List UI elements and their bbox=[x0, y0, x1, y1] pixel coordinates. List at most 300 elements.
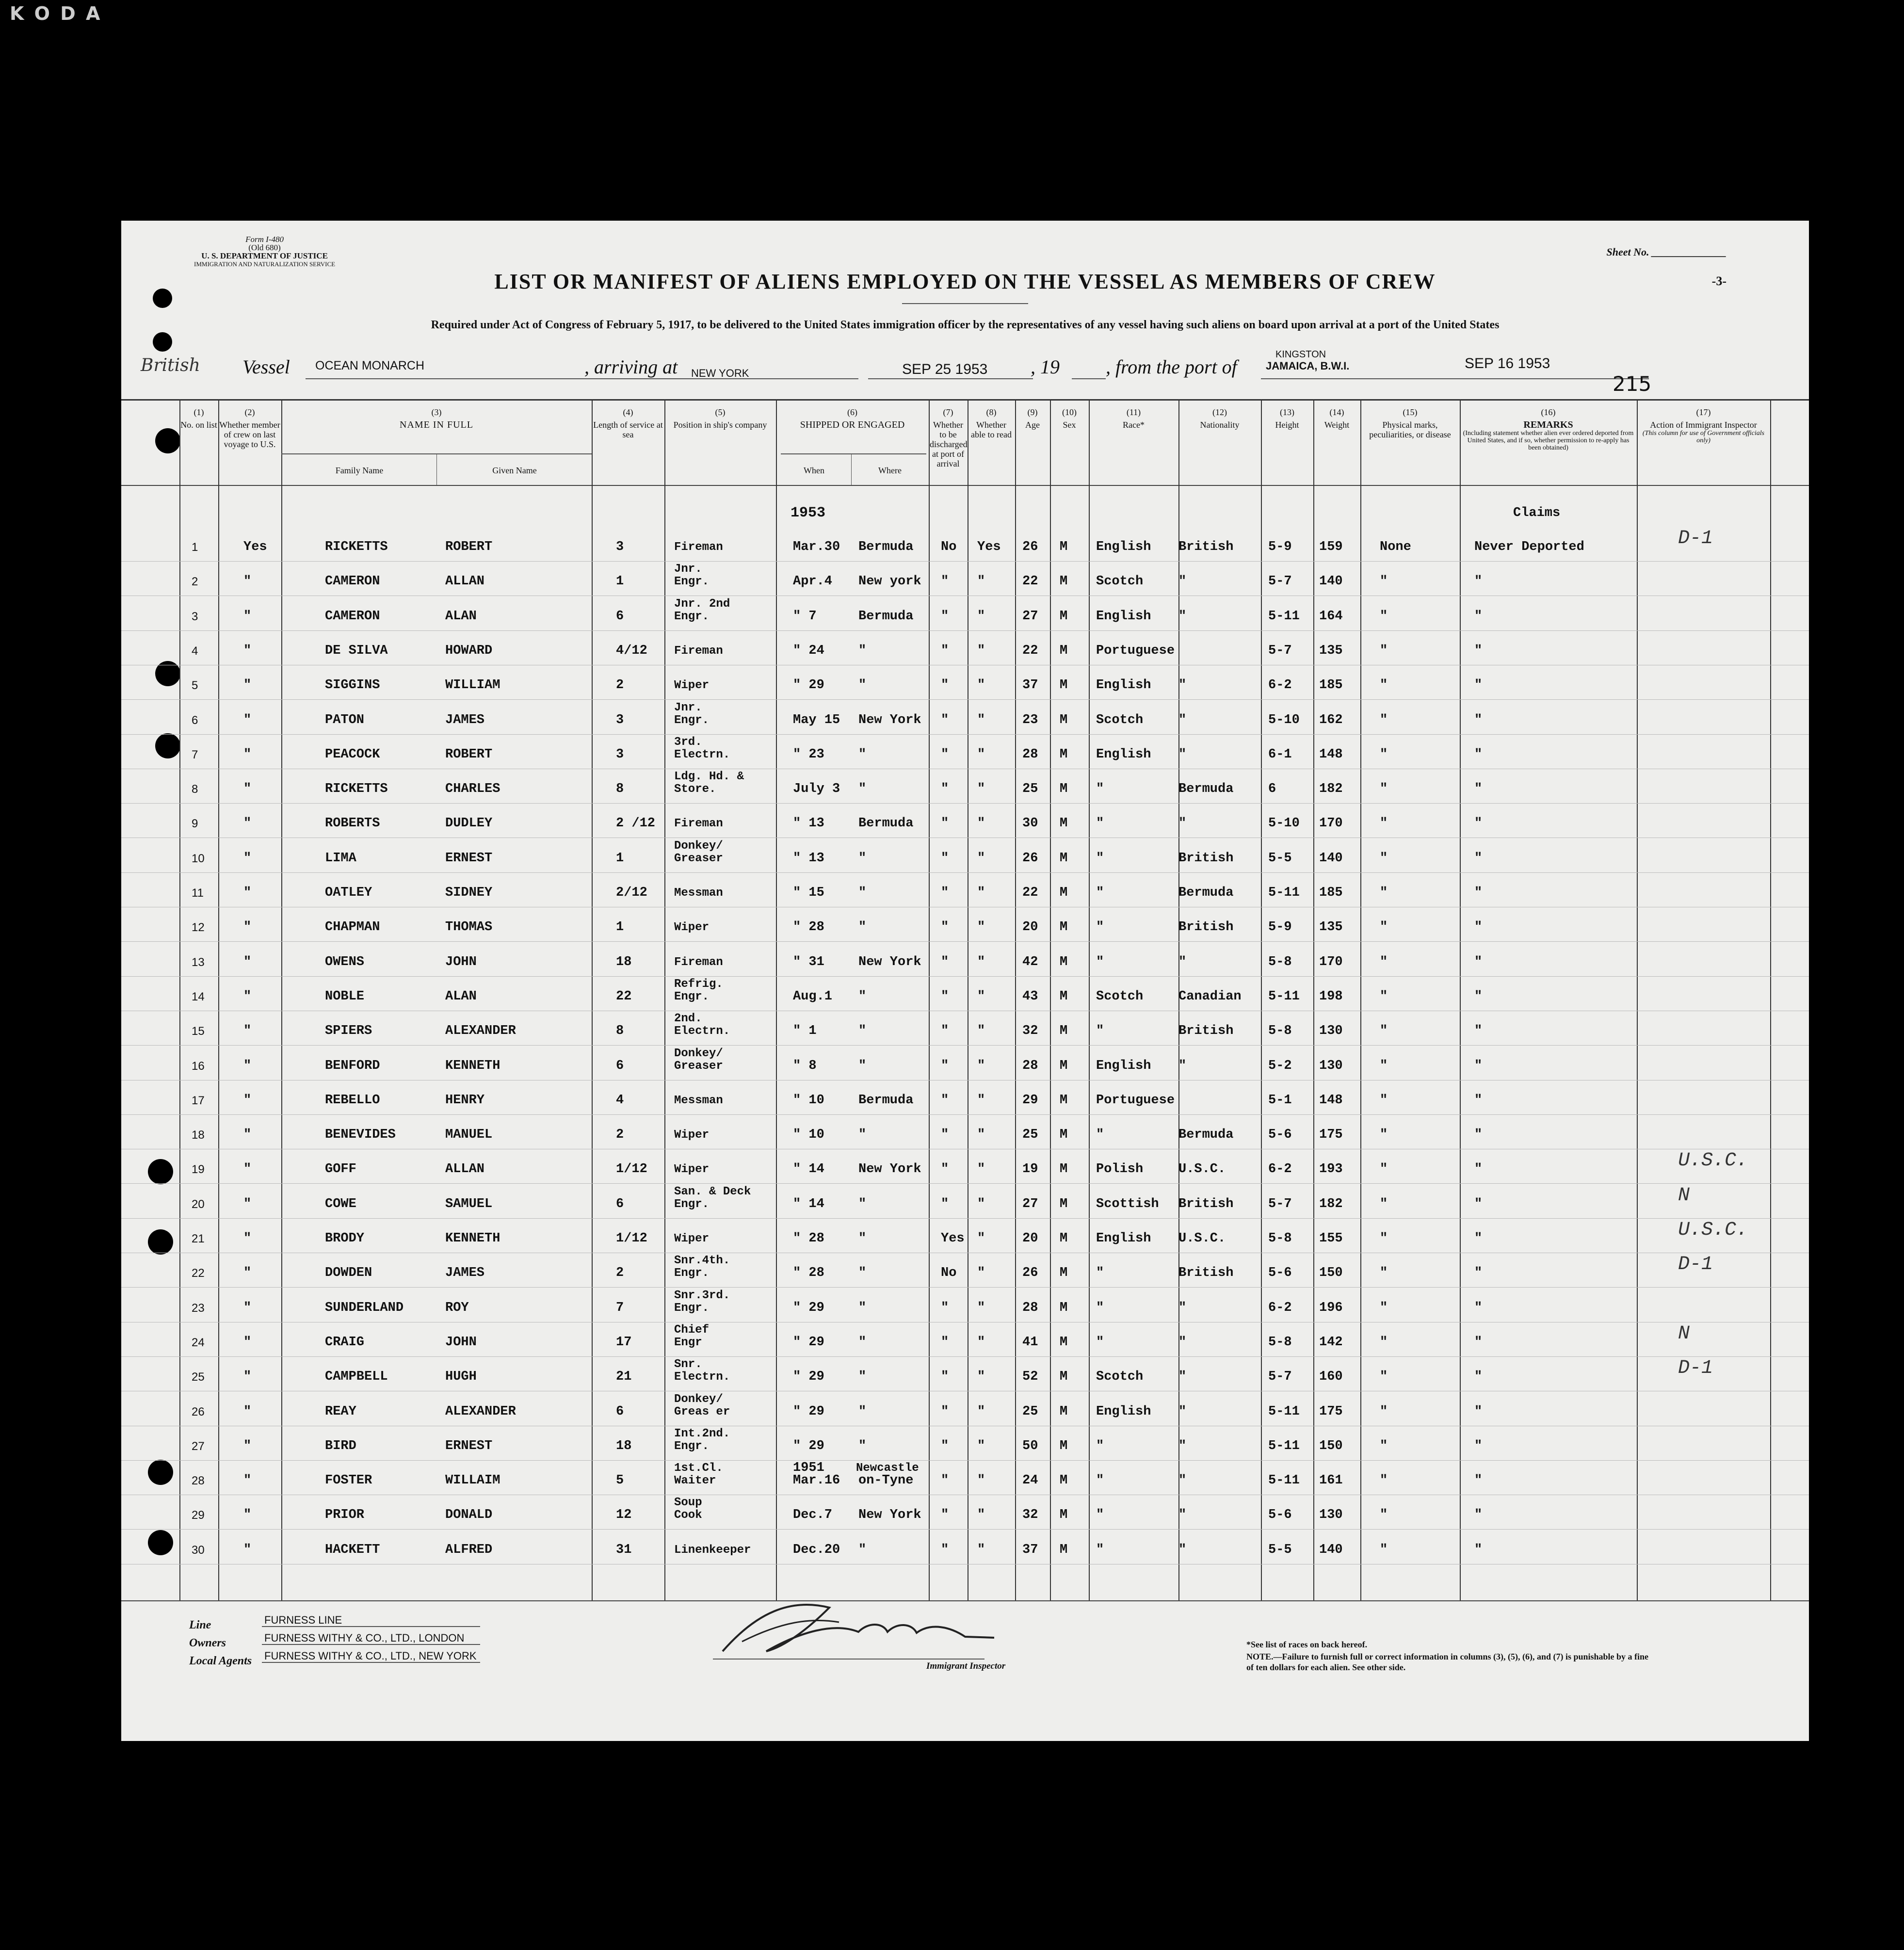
cell-sex: M bbox=[1060, 816, 1068, 831]
cell-sex: M bbox=[1060, 1473, 1068, 1488]
cell-age: 28 bbox=[1022, 747, 1038, 762]
cell-marks: " bbox=[1380, 1059, 1388, 1073]
cell-where: on-Tyne bbox=[858, 1473, 914, 1488]
cell-when: " 10 bbox=[793, 1128, 824, 1142]
cell-age: 27 bbox=[1022, 1197, 1038, 1211]
col-family-name-header: Family Name bbox=[335, 466, 384, 475]
cell-disch: " bbox=[941, 851, 949, 866]
cell-disch: " bbox=[941, 955, 949, 969]
cell-height: 5-8 bbox=[1268, 1024, 1292, 1038]
page-number: 215 bbox=[1613, 372, 1652, 396]
cell-when: " 28 bbox=[793, 1266, 824, 1280]
cell-sex: M bbox=[1060, 713, 1068, 727]
cell-sex: M bbox=[1060, 1508, 1068, 1522]
cell-marks: " bbox=[1380, 1024, 1388, 1038]
cell-marks: " bbox=[1380, 1473, 1388, 1488]
punch-hole bbox=[148, 1460, 173, 1485]
cell-given: JAMES bbox=[445, 1266, 485, 1280]
col-age-header: (9) Age bbox=[1025, 407, 1040, 430]
cell-nat: British bbox=[1178, 920, 1234, 935]
cell-sex: M bbox=[1060, 1059, 1068, 1073]
cell-disch: " bbox=[941, 1439, 949, 1453]
cell-no: 11 bbox=[192, 886, 204, 900]
cell-given: THOMAS bbox=[445, 920, 493, 935]
cell-height: 5-11 bbox=[1268, 1404, 1300, 1419]
cell-nat: " bbox=[1178, 1543, 1187, 1557]
penalty-note: NOTE.—Failure to furnish full or correct information in columns (3), (5), (6), and (7) is punishable by a fine of ten dollars for each alien. See other side. bbox=[1246, 1652, 1649, 1672]
cell-no: 23 bbox=[192, 1302, 205, 1315]
cell-last: Yes bbox=[243, 540, 267, 554]
cell-remarks: " bbox=[1474, 1059, 1483, 1073]
cell-weight: 130 bbox=[1319, 1024, 1343, 1038]
cell-nat: Canadian bbox=[1178, 989, 1242, 1004]
col-where-header: Where bbox=[878, 466, 902, 475]
line-label: Line bbox=[189, 1619, 211, 1631]
cell-marks: " bbox=[1380, 1301, 1388, 1315]
cell-service: 18 bbox=[616, 1439, 632, 1453]
cell-age: 41 bbox=[1022, 1335, 1038, 1350]
cell-height: 6-1 bbox=[1268, 747, 1292, 762]
from-port-city: KINGSTON bbox=[1275, 349, 1326, 360]
cell-when: " 29 bbox=[793, 1439, 824, 1453]
cell-sex: M bbox=[1060, 1335, 1068, 1350]
cell-height: 5-7 bbox=[1268, 644, 1292, 658]
cell-nat: British bbox=[1178, 851, 1234, 866]
cell-no: 12 bbox=[192, 921, 205, 934]
cell-read: " bbox=[977, 1197, 985, 1211]
col-no-header: (1) No. on list bbox=[180, 407, 217, 430]
cell-when: Dec.7 bbox=[793, 1508, 833, 1522]
cell-height: 5-10 bbox=[1268, 713, 1300, 727]
cell-remarks: " bbox=[1474, 1370, 1483, 1384]
cell-age: 28 bbox=[1022, 1059, 1038, 1073]
cell-position-line1: Snr.4th. bbox=[674, 1254, 730, 1267]
cell-disch: " bbox=[941, 1059, 949, 1073]
cell-marks: " bbox=[1380, 1404, 1388, 1419]
cell-position-line2: Fireman bbox=[674, 541, 723, 554]
cell-given: MANUEL bbox=[445, 1128, 493, 1142]
cell-where: New York bbox=[858, 713, 921, 727]
cell-nat: " bbox=[1178, 1059, 1187, 1073]
cell-weight: 150 bbox=[1319, 1266, 1343, 1280]
cell-service: 7 bbox=[616, 1301, 624, 1315]
cell-read: Yes bbox=[977, 540, 1001, 554]
cell-family: COWE bbox=[325, 1197, 356, 1211]
cell-position-line1: Snr. bbox=[674, 1358, 702, 1371]
cell-nat: " bbox=[1178, 574, 1187, 589]
cell-when: Mar.30 bbox=[793, 540, 840, 554]
cell-age: 22 bbox=[1022, 886, 1038, 900]
cell-family: GOFF bbox=[325, 1162, 356, 1176]
cell-no: 2 bbox=[192, 575, 198, 588]
cell-last: " bbox=[243, 782, 252, 796]
cell-service: 21 bbox=[616, 1370, 632, 1384]
cell-weight: 135 bbox=[1319, 644, 1343, 658]
cell-no: 18 bbox=[192, 1128, 205, 1142]
cell-given: ALFRED bbox=[445, 1543, 493, 1557]
cell-marks: " bbox=[1380, 1370, 1388, 1384]
cell-sex: M bbox=[1060, 747, 1068, 762]
cell-position-line1: Jnr. bbox=[674, 563, 702, 576]
cell-when: " 24 bbox=[793, 644, 824, 658]
cell-last: " bbox=[243, 989, 252, 1004]
cell-marks: " bbox=[1380, 1197, 1388, 1211]
cell-when: " 28 bbox=[793, 920, 824, 935]
cell-read: " bbox=[977, 644, 985, 658]
agents-label: Local Agents bbox=[189, 1655, 252, 1667]
cell-position-line1: Soup bbox=[674, 1496, 702, 1509]
cell-no: 8 bbox=[192, 783, 198, 796]
sheet-label: Sheet No. ______________ bbox=[1606, 246, 1727, 258]
cell-marks: " bbox=[1380, 1439, 1388, 1453]
cell-weight: 170 bbox=[1319, 816, 1343, 831]
cell-last: " bbox=[243, 816, 252, 831]
cell-service: 2 /12 bbox=[616, 816, 656, 831]
cell-disch: Yes bbox=[941, 1231, 965, 1246]
cell-given: SAMUEL bbox=[445, 1197, 493, 1211]
cell-family: RICKETTS bbox=[325, 782, 388, 796]
cell-nat: U.S.C. bbox=[1178, 1231, 1226, 1246]
cell-when: " 23 bbox=[793, 747, 824, 762]
cell-when: " 29 bbox=[793, 1335, 824, 1350]
cell-no: 9 bbox=[192, 817, 198, 830]
cell-when: " 29 bbox=[793, 1370, 824, 1384]
cell-service: 2 bbox=[616, 1266, 624, 1280]
cell-height: 6-2 bbox=[1268, 1162, 1292, 1176]
cell-height: 5-2 bbox=[1268, 1059, 1292, 1073]
cell-where: New York bbox=[858, 955, 921, 969]
cell-family: REAY bbox=[325, 1404, 356, 1419]
cell-read: " bbox=[977, 782, 985, 796]
cell-marks: " bbox=[1380, 989, 1388, 1004]
cell-given: KENNETH bbox=[445, 1231, 500, 1246]
col-service-header: (4) Length of service at sea bbox=[593, 407, 663, 439]
cell-last: " bbox=[243, 1266, 252, 1280]
cell-position-line2: Wiper bbox=[674, 921, 710, 934]
cell-age: 22 bbox=[1022, 574, 1038, 589]
cell-marks: " bbox=[1380, 851, 1388, 866]
cell-nat: " bbox=[1178, 713, 1187, 727]
cell-height: 5-9 bbox=[1268, 540, 1292, 554]
cell-last: " bbox=[243, 1128, 252, 1142]
cell-last: " bbox=[243, 851, 252, 866]
cell-position-line2: Fireman bbox=[674, 645, 723, 658]
cell-remarks: " bbox=[1474, 747, 1483, 762]
cell-disch: " bbox=[941, 1473, 949, 1488]
cell-marks: " bbox=[1380, 713, 1388, 727]
vessel-label: Vessel bbox=[242, 356, 290, 378]
cell-family: PATON bbox=[325, 713, 365, 727]
cell-disch: " bbox=[941, 1024, 949, 1038]
agents-value: FURNESS WITHY & CO., LTD., NEW YORK bbox=[264, 1650, 477, 1662]
cell-no: 6 bbox=[192, 714, 198, 727]
cell-given: ROBERT bbox=[445, 540, 493, 554]
cell-read: " bbox=[977, 851, 985, 866]
cell-nat: " bbox=[1178, 1473, 1187, 1488]
cell-service: 6 bbox=[616, 1197, 624, 1211]
col-name-header: (3) NAME IN FULL bbox=[400, 407, 473, 430]
cell-last: " bbox=[243, 644, 252, 658]
cell-service: 6 bbox=[616, 1404, 624, 1419]
cell-weight: 160 bbox=[1319, 1370, 1343, 1384]
cell-age: 28 bbox=[1022, 1301, 1038, 1315]
cell-read: " bbox=[977, 816, 985, 831]
cell-age: 37 bbox=[1022, 678, 1038, 693]
cell-weight: 142 bbox=[1319, 1335, 1343, 1350]
cell-nat: " bbox=[1178, 1335, 1187, 1350]
cell-disch: " bbox=[941, 886, 949, 900]
cell-position-line2: Engr. bbox=[674, 1302, 710, 1315]
cell-where: New York bbox=[858, 1508, 921, 1522]
cell-marks: " bbox=[1380, 644, 1388, 658]
cell-race: " bbox=[1096, 851, 1104, 866]
cell-where: " bbox=[858, 1543, 867, 1557]
cell-position-line2: Wiper bbox=[674, 1163, 710, 1176]
punch-hole bbox=[148, 1530, 173, 1555]
cell-age: 25 bbox=[1022, 782, 1038, 796]
cell-last: " bbox=[243, 1059, 252, 1073]
cell-given: JAMES bbox=[445, 713, 485, 727]
cell-remarks: " bbox=[1474, 1543, 1483, 1557]
cell-disch: " bbox=[941, 1543, 949, 1557]
cell-weight: 155 bbox=[1319, 1231, 1343, 1246]
cell-race: English bbox=[1096, 1059, 1151, 1073]
cell-given: ERNEST bbox=[445, 1439, 493, 1453]
cell-race: " bbox=[1096, 955, 1104, 969]
cell-family: CAMERON bbox=[325, 574, 380, 589]
cell-read: " bbox=[977, 1370, 985, 1384]
cell-when: May 15 bbox=[793, 713, 840, 727]
cell-position-line1: Chief bbox=[674, 1323, 710, 1337]
cell-position-line1: Ldg. Hd. & bbox=[674, 770, 744, 783]
cell-given: ALAN bbox=[445, 989, 477, 1004]
cell-weight: 182 bbox=[1319, 782, 1343, 796]
cell-disch: " bbox=[941, 1162, 949, 1176]
cell-race: " bbox=[1096, 1439, 1104, 1453]
cell-marks: " bbox=[1380, 1231, 1388, 1246]
cell-disch: No bbox=[941, 540, 957, 554]
cell-when: " 15 bbox=[793, 886, 824, 900]
cell-nat: Bermuda bbox=[1178, 1128, 1234, 1142]
cell-remarks: " bbox=[1474, 609, 1483, 624]
cell-service: 6 bbox=[616, 609, 624, 624]
cell-weight: 185 bbox=[1319, 886, 1343, 900]
cell-marks: " bbox=[1380, 816, 1388, 831]
cell-remarks: " bbox=[1474, 1162, 1483, 1176]
from-port: JAMAICA, B.W.I. bbox=[1266, 360, 1350, 372]
cell-when: " 14 bbox=[793, 1197, 824, 1211]
col-when-header: When bbox=[804, 466, 824, 475]
cell-position-line1: 2nd. bbox=[674, 1012, 702, 1025]
cell-height: 5-8 bbox=[1268, 1231, 1292, 1246]
cell-position-line1: 3rd. bbox=[674, 736, 702, 749]
col-remarks-header: (16) REMARKS (Including statement whether alien ever ordered deported from United States, and if so, whether permission to re-apply has been obtained) bbox=[1463, 407, 1634, 451]
punch-hole bbox=[155, 428, 180, 453]
cell-remarks: " bbox=[1474, 1093, 1483, 1108]
year-label: , 19 bbox=[1031, 356, 1060, 378]
cell-height: 5-11 bbox=[1268, 1473, 1300, 1488]
cell-remarks: " bbox=[1474, 816, 1483, 831]
sheet-number: -3- bbox=[1711, 274, 1727, 288]
cell-remarks: " bbox=[1474, 574, 1483, 589]
cell-family: FOSTER bbox=[325, 1473, 372, 1488]
cell-sex: M bbox=[1060, 851, 1068, 866]
cell-family: BENFORD bbox=[325, 1059, 380, 1073]
cell-race: " bbox=[1096, 1266, 1104, 1280]
cell-last: " bbox=[243, 1301, 252, 1315]
cell-where: " bbox=[858, 989, 867, 1004]
cell-given: ERNEST bbox=[445, 851, 493, 866]
cell-no: 26 bbox=[192, 1405, 205, 1418]
cell-given: ROBERT bbox=[445, 747, 493, 762]
cell-service: 18 bbox=[616, 955, 632, 969]
cell-remarks: " bbox=[1474, 1404, 1483, 1419]
cell-last: " bbox=[243, 1162, 252, 1176]
cell-nat: " bbox=[1178, 1508, 1187, 1522]
cell-race: Scotch bbox=[1096, 989, 1144, 1004]
cell-when: Dec.20 bbox=[793, 1543, 840, 1557]
cell-remarks: " bbox=[1474, 851, 1483, 866]
cell-sex: M bbox=[1060, 1301, 1068, 1315]
cell-height: 5-6 bbox=[1268, 1128, 1292, 1142]
cell-where: " bbox=[858, 851, 867, 866]
cell-family: NOBLE bbox=[325, 989, 365, 1004]
cell-nat: British bbox=[1178, 1266, 1234, 1280]
cell-where: " bbox=[858, 1301, 867, 1315]
cell-service: 3 bbox=[616, 540, 624, 554]
cell-when: July 3 bbox=[793, 782, 840, 796]
cell-remarks: " bbox=[1474, 1473, 1483, 1488]
cell-weight: 161 bbox=[1319, 1473, 1343, 1488]
cell-last: " bbox=[243, 955, 252, 969]
cell-sex: M bbox=[1060, 1197, 1068, 1211]
cell-read: " bbox=[977, 1266, 985, 1280]
cell-no: 1 bbox=[192, 541, 198, 554]
cell-disch: " bbox=[941, 920, 949, 935]
cell-nat: " bbox=[1178, 609, 1187, 624]
cell-remarks: " bbox=[1474, 1231, 1483, 1246]
cell-marks: " bbox=[1380, 955, 1388, 969]
cell-where: " bbox=[858, 1059, 867, 1073]
cell-no: 3 bbox=[192, 610, 198, 623]
cell-disch: " bbox=[941, 713, 949, 727]
cell-last: " bbox=[243, 1439, 252, 1453]
cell-sex: M bbox=[1060, 574, 1068, 589]
col-discharge-header: (7) Whether to be discharged at port of arrival bbox=[930, 407, 968, 468]
cell-family: PRIOR bbox=[325, 1508, 365, 1522]
cell-family: CAMPBELL bbox=[325, 1370, 388, 1384]
owners-value: FURNESS WITHY & CO., LTD., LONDON bbox=[264, 1632, 465, 1644]
cell-disch: " bbox=[941, 1128, 949, 1142]
col-sex-header: (10) Sex bbox=[1062, 407, 1077, 430]
cell-read: " bbox=[977, 574, 985, 589]
cell-no: 30 bbox=[192, 1544, 205, 1557]
cell-weight: 175 bbox=[1319, 1128, 1343, 1142]
cell-weight: 193 bbox=[1319, 1162, 1343, 1176]
col-shipped-header: (6) SHIPPED OR ENGAGED bbox=[800, 407, 905, 430]
cell-age: 27 bbox=[1022, 609, 1038, 624]
cell-when-year: 1951 bbox=[793, 1461, 824, 1475]
cell-marks: " bbox=[1380, 782, 1388, 796]
cell-service: 6 bbox=[616, 1059, 624, 1073]
cell-no: 13 bbox=[192, 956, 205, 969]
cell-where: " bbox=[858, 1231, 867, 1246]
cell-when: " 13 bbox=[793, 851, 824, 866]
cell-height: 6-2 bbox=[1268, 678, 1292, 693]
cell-position-line2: Engr. bbox=[674, 610, 710, 623]
cell-sex: M bbox=[1060, 1439, 1068, 1453]
cell-remarks: " bbox=[1474, 1439, 1483, 1453]
cell-position-line2: Electrn. bbox=[674, 1025, 730, 1038]
cell-nat: British bbox=[1178, 1024, 1234, 1038]
cell-marks: " bbox=[1380, 574, 1388, 589]
cell-race: Portuguese bbox=[1096, 644, 1175, 658]
col-given-name-header: Given Name bbox=[492, 466, 537, 475]
cell-position-line2: Greaser bbox=[674, 852, 723, 865]
cell-remarks: " bbox=[1474, 1301, 1483, 1315]
cell-position-line2: Wiper bbox=[674, 1128, 710, 1142]
cell-given: JOHN bbox=[445, 1335, 477, 1350]
cell-height: 5-11 bbox=[1268, 886, 1300, 900]
cell-read: " bbox=[977, 747, 985, 762]
cell-where: " bbox=[858, 1024, 867, 1038]
cell-service: 1/12 bbox=[616, 1162, 647, 1176]
cell-given: DONALD bbox=[445, 1508, 493, 1522]
col-position-header: (5) Position in ship's company bbox=[673, 407, 767, 430]
cell-given: ALEXANDER bbox=[445, 1404, 516, 1419]
cell-sex: M bbox=[1060, 886, 1068, 900]
cell-read: " bbox=[977, 1508, 985, 1522]
cell-service: 12 bbox=[616, 1508, 632, 1522]
cell-where: " bbox=[858, 1439, 867, 1453]
cell-last: " bbox=[243, 1024, 252, 1038]
cell-when: " 1 bbox=[793, 1024, 817, 1038]
cell-disch: " bbox=[941, 1197, 949, 1211]
cell-last: " bbox=[243, 1543, 252, 1557]
cell-disch: " bbox=[941, 747, 949, 762]
cell-position-line2: Greas er bbox=[674, 1405, 730, 1418]
cell-remarks: " bbox=[1474, 920, 1483, 935]
cell-race: Scotch bbox=[1096, 713, 1144, 727]
cell-age: 19 bbox=[1022, 1162, 1038, 1176]
cell-position-line2: Messman bbox=[674, 886, 723, 900]
cell-remarks: " bbox=[1474, 886, 1483, 900]
cell-when: " 29 bbox=[793, 678, 824, 693]
cell-position-line1: Donkey/ bbox=[674, 1393, 723, 1406]
form-identifier: Form I-480 (Old 680) U. S. DEPARTMENT OF JUSTICE IMMIGRATION AND NATURALIZATION SERVICE bbox=[194, 235, 336, 268]
cell-family: SIGGINS bbox=[325, 678, 380, 693]
cell-no: 29 bbox=[192, 1509, 205, 1522]
punch-hole bbox=[148, 1159, 173, 1184]
cell-last: " bbox=[243, 678, 252, 693]
cell-no: 5 bbox=[192, 679, 198, 692]
cell-nat: Bermuda bbox=[1178, 886, 1234, 900]
cell-position-line1: Jnr. bbox=[674, 701, 702, 714]
line-value: FURNESS LINE bbox=[264, 1614, 342, 1626]
cell-given: ALAN bbox=[445, 609, 477, 624]
cell-disch: " bbox=[941, 644, 949, 658]
cell-family: LIMA bbox=[325, 851, 356, 866]
cell-sex: M bbox=[1060, 644, 1068, 658]
cell-race: English bbox=[1096, 1404, 1151, 1419]
cell-marks: " bbox=[1380, 1335, 1388, 1350]
cell-marks: " bbox=[1380, 1128, 1388, 1142]
cell-action: N bbox=[1678, 1185, 1690, 1207]
cell-race: Polish bbox=[1096, 1162, 1144, 1176]
cell-read: " bbox=[977, 1231, 985, 1246]
cell-sex: M bbox=[1060, 1231, 1068, 1246]
cell-remarks: " bbox=[1474, 1508, 1483, 1522]
